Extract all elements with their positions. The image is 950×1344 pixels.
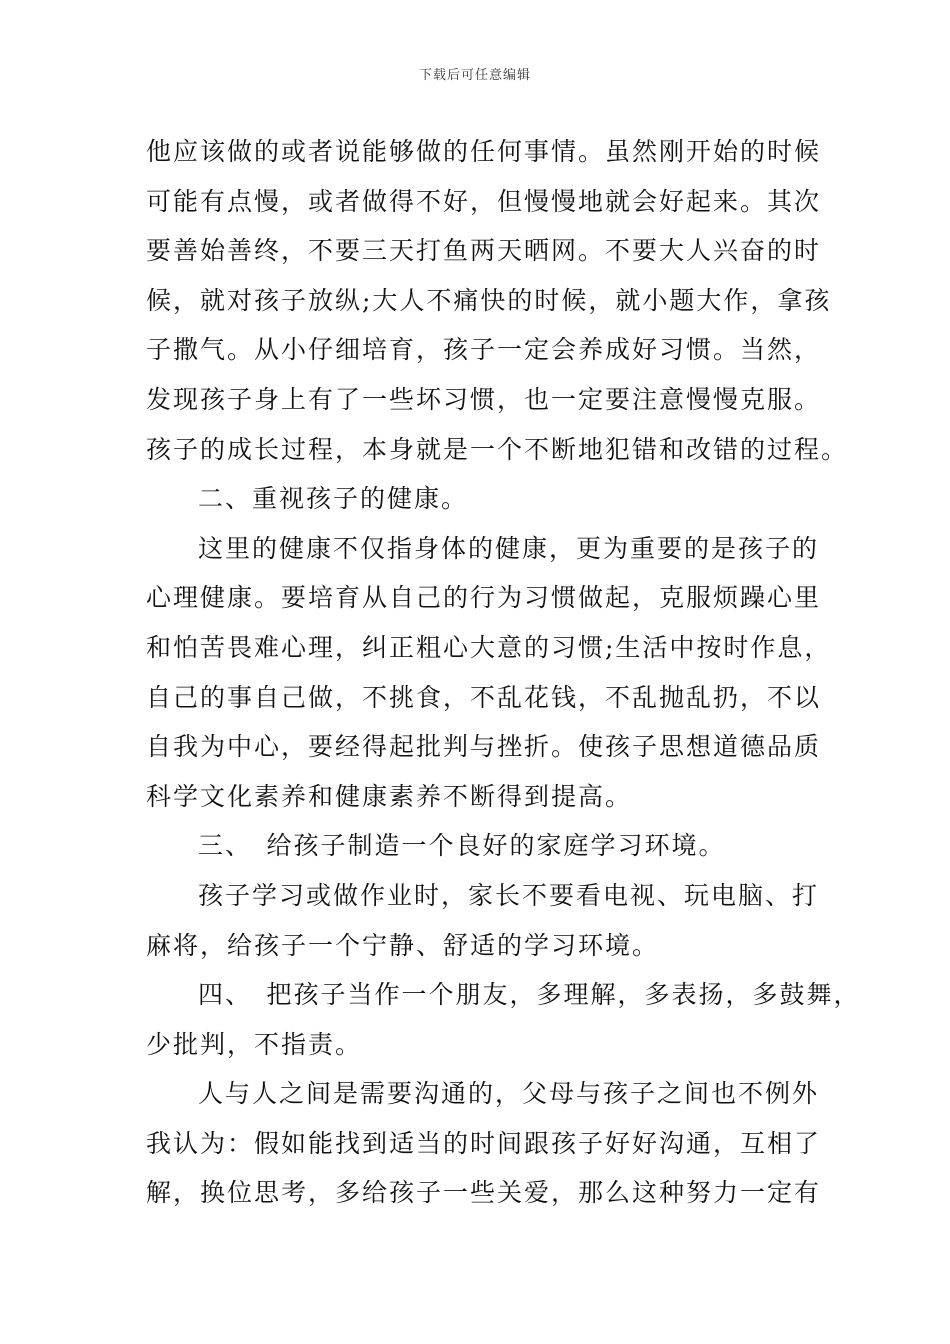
text-line: 自己的事自己做，不挑食，不乱花钱，不乱抛乱扔，不以 <box>146 682 822 712</box>
page-header: 下载后可任意编辑 <box>418 68 531 83</box>
document-body <box>146 127 861 1218</box>
text-line: 他应该做的或者说能够做的任何事情。虽然刚开始的时候 <box>146 137 822 166</box>
text-line: 我认为：假如能找到适当的时间跟孩子好好沟通，互相了 <box>146 1128 822 1158</box>
text-line: 这里的健康不仅指身体的健康，更为重要的是孩子的 <box>198 533 820 563</box>
section-heading: 二、重视孩子的健康。 <box>198 484 469 514</box>
text-line: 孩子的成长过程，本身就是一个不断地犯错和改错的过程。 <box>146 434 849 464</box>
text-line: 人与人之间是需要沟通的，父母与孩子之间也不例外 <box>198 1079 820 1109</box>
text-line: 麻将，给孩子一个宁静、舒适的学习环境。 <box>146 930 660 960</box>
text-line: 和怕苦畏难心理，纠正粗心大意的习惯;生活中按时作息， <box>146 632 832 662</box>
section-heading: 四、 把孩子当作一个朋友，多理解，多表扬，多鼓舞， <box>198 980 861 1010</box>
text-line: 科学文化素养和健康素养不断得到提高。 <box>146 781 633 811</box>
section-heading: 三、 给孩子制造一个良好的家庭学习环境。 <box>198 831 726 861</box>
text-line: 心理健康。要培育从自己的行为习惯做起，克服烦躁心里 <box>146 583 822 613</box>
text-line: 要善始善终，不要三天打鱼两天晒网。不要大人兴奋的时 <box>146 236 822 266</box>
text-line: 孩子学习或做作业时，家长不要看电视、玩电脑、打 <box>198 880 820 910</box>
text-line: 自我为中心，要经得起批判与挫折。使孩子思想道德品质 <box>146 732 822 762</box>
text-line: 候，就对孩子放纵;大人不痛快的时候，就小题大作，拿孩 <box>146 285 832 315</box>
text-line: 可能有点慢，或者做得不好，但慢慢地就会好起来。其次 <box>146 186 822 216</box>
text-line: 解，换位思考，多给孩子一些关爱，那么这种努力一定有 <box>146 1178 822 1208</box>
text-line: 子撒气。从小仔细培育，孩子一定会养成好习惯。当然， <box>146 335 822 365</box>
text-line: 少批判，不指责。 <box>146 1029 363 1059</box>
text-line: 发现孩子身上有了一些坏习惯，也一定要注意慢慢克服。 <box>146 384 822 414</box>
